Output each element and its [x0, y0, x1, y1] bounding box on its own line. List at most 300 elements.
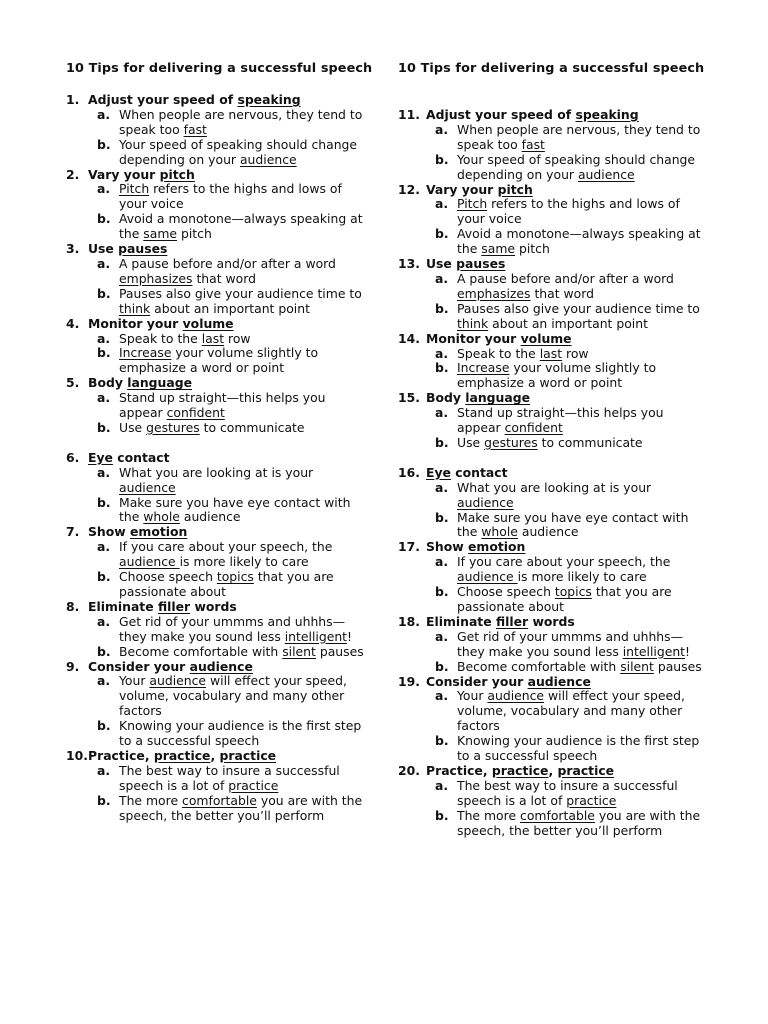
sub-point — [66, 570, 366, 600]
tip-number: 16. — [398, 464, 420, 480]
tip-item — [398, 332, 710, 392]
sub-point-letter: a. — [97, 255, 111, 271]
text-run: , — [548, 762, 558, 778]
underlined-term: filler — [157, 598, 191, 614]
tip-item — [66, 317, 366, 377]
text-run: Your speed of speaking should change depending on your — [119, 136, 358, 167]
text-run: When people are nervous, they tend to speak too — [457, 121, 701, 152]
underlined-term: volume — [520, 330, 572, 346]
underlined-term: audience — [119, 479, 176, 495]
text-run: A pause before and/or after a word — [119, 255, 336, 271]
text-run: Consider your — [88, 658, 190, 674]
text-run: Eliminate — [88, 598, 158, 614]
text-run: pauses — [315, 643, 364, 659]
underlined-term: silent — [282, 643, 316, 659]
sub-point — [398, 227, 710, 257]
sub-point-letter: b. — [97, 211, 111, 227]
sub-point-list — [66, 182, 366, 242]
sub-point — [398, 436, 710, 451]
sub-point-letter: a. — [435, 121, 449, 137]
tip-item — [398, 675, 710, 764]
underlined-term: comfortable — [182, 792, 257, 808]
sub-point — [66, 615, 366, 645]
sub-point — [66, 719, 366, 749]
text-run: to communicate — [199, 419, 305, 435]
text-run: words — [528, 613, 575, 629]
text-run: is more likely to care — [179, 554, 309, 570]
underlined-term: Eye — [426, 464, 451, 480]
sub-point — [398, 481, 710, 511]
tip-item — [66, 749, 366, 824]
underlined-term: audience — [487, 688, 545, 704]
sub-point — [66, 466, 366, 496]
sub-point-letter: b. — [97, 569, 111, 585]
tip-number: 18. — [398, 613, 420, 629]
tip-heading — [66, 451, 366, 466]
text-run: you are with the speech, the better you’ll perform — [457, 807, 701, 838]
tip-item — [66, 376, 366, 436]
sub-point-letter: a. — [97, 613, 111, 629]
sub-point — [398, 511, 710, 541]
tip-heading — [398, 108, 710, 123]
text-run: The best way to insure a successful speech is a lot of — [457, 777, 678, 808]
underlined-term: practice — [491, 762, 549, 778]
sub-point — [398, 555, 710, 585]
page-title: 10 Tips for delivering a successful speech — [398, 61, 705, 76]
tip-number: 3. — [66, 241, 80, 257]
sub-point-letter: a. — [97, 330, 111, 346]
underlined-term: think — [457, 315, 489, 331]
sub-point-letter: a. — [435, 345, 449, 361]
sub-point — [66, 540, 366, 570]
tip-number: 6. — [66, 449, 80, 465]
underlined-term: topics — [216, 569, 254, 585]
text-run: will effect your speed, volume, vocabulary and many other factors — [119, 673, 347, 719]
text-run: row — [224, 330, 251, 346]
sub-point-list — [66, 540, 366, 600]
sub-point-list — [398, 406, 710, 451]
text-run: that word — [192, 270, 256, 286]
text-run: Stand up straight—this helps you appear — [457, 405, 664, 436]
tip-heading — [398, 615, 710, 630]
sub-point-letter: a. — [435, 479, 449, 495]
text-run: Body — [88, 375, 128, 391]
sub-point — [398, 153, 710, 183]
sub-point — [398, 406, 710, 436]
underlined-term: audience — [149, 673, 207, 689]
underlined-term: volume — [182, 315, 234, 331]
sub-point — [66, 212, 366, 242]
sub-point-list — [398, 481, 710, 541]
tip-number: 10. — [66, 747, 88, 763]
text-run: Eliminate — [426, 613, 496, 629]
sub-point-letter: b. — [97, 345, 111, 361]
sub-point — [398, 361, 710, 391]
text-run: A pause before and/or after a word — [457, 270, 674, 286]
sub-point-letter: b. — [435, 226, 449, 242]
sub-point — [66, 645, 366, 660]
text-run: Adjust your speed of — [426, 107, 576, 122]
underlined-term: think — [119, 300, 151, 316]
sub-point-list — [66, 764, 366, 824]
underlined-term: audience — [189, 658, 253, 674]
text-run: Choose speech — [457, 584, 555, 600]
tip-item — [398, 183, 710, 258]
underlined-term: language — [127, 375, 192, 391]
sub-point-letter: b. — [435, 733, 449, 749]
tip-item — [66, 451, 366, 526]
text-run: ! — [685, 643, 691, 659]
sub-point — [66, 138, 366, 168]
tip-number: 4. — [66, 315, 80, 331]
tip-heading — [66, 376, 366, 391]
text-run: What you are looking at is your — [119, 464, 314, 480]
underlined-term: emphasizes — [119, 270, 193, 286]
tip-item — [66, 600, 366, 660]
sub-point-letter: a. — [435, 554, 449, 570]
text-run: that word — [530, 285, 594, 301]
tip-heading — [66, 749, 366, 764]
tips-list — [398, 108, 710, 839]
sub-point-list — [66, 257, 366, 317]
text-run: row — [562, 345, 589, 361]
underlined-term: pauses — [456, 256, 506, 272]
sub-point-list — [398, 689, 710, 764]
sub-point — [398, 197, 710, 227]
text-run: your volume slightly to emphasize a word or point — [457, 360, 657, 391]
sub-point-letter: b. — [435, 658, 449, 674]
tip-item — [398, 257, 710, 332]
underlined-term: intelligent — [622, 643, 686, 659]
underlined-term: confident — [166, 405, 225, 421]
text-run: The best way to insure a successful speech is a lot of — [119, 762, 340, 793]
sub-point-letter: b. — [97, 643, 111, 659]
sub-point-list — [398, 123, 710, 183]
text-run: Monitor your — [426, 330, 521, 346]
sub-point-letter: a. — [435, 628, 449, 644]
tip-item — [398, 615, 710, 675]
underlined-term: audience — [577, 166, 635, 182]
sub-point-list — [66, 466, 366, 526]
sub-point-letter: b. — [97, 285, 111, 301]
text-run: Your — [457, 688, 488, 704]
sub-point — [66, 257, 366, 287]
underlined-term: fast — [521, 136, 545, 152]
sub-point-letter: b. — [435, 300, 449, 316]
text-run: audience — [179, 509, 241, 525]
sub-point-letter: b. — [97, 718, 111, 734]
sub-point — [66, 496, 366, 526]
text-run: Choose speech — [119, 569, 217, 585]
sub-point-list — [66, 615, 366, 660]
sub-point — [398, 809, 710, 839]
right-column — [398, 62, 710, 839]
sub-point-letter: a. — [435, 688, 449, 704]
tip-heading — [398, 764, 710, 779]
sub-point-letter: a. — [435, 405, 449, 421]
sub-point — [66, 421, 366, 436]
text-run: Your speed of speaking should change depending on your — [457, 151, 696, 182]
underlined-term: emphasizes — [457, 285, 531, 301]
sub-point — [398, 689, 710, 734]
underlined-term: emotion — [130, 524, 188, 540]
tip-number: 2. — [66, 166, 80, 182]
tip-number: 11. — [398, 107, 420, 122]
sub-point — [398, 585, 710, 615]
sub-point — [398, 302, 710, 332]
text-run: The more — [457, 807, 521, 823]
text-run: Avoid a monotone—always speaking at the — [119, 211, 363, 242]
text-run: Monitor your — [88, 315, 183, 331]
sub-point-letter: b. — [435, 360, 449, 376]
tip-heading — [398, 675, 710, 690]
page-title: 10 Tips for delivering a successful speech — [66, 61, 373, 76]
tip-heading — [66, 93, 366, 108]
underlined-term: emotion — [468, 539, 526, 555]
left-column — [66, 61, 373, 824]
underlined-term: last — [201, 330, 225, 346]
underlined-term: fast — [183, 121, 207, 137]
sub-point — [66, 764, 366, 794]
sub-point — [66, 794, 366, 824]
sub-point-letter: a. — [97, 181, 111, 197]
text-run: Knowing your audience is the first step to a successful speech — [457, 733, 700, 764]
text-run: Make sure you have eye contact with the — [119, 494, 351, 525]
text-run: is more likely to care — [517, 569, 647, 585]
underlined-term: Increase — [119, 345, 172, 361]
underlined-term: language — [465, 390, 530, 406]
underlined-term: practice — [153, 747, 211, 763]
text-run: Adjust your speed of — [88, 92, 238, 107]
sub-point-letter: b. — [435, 807, 449, 823]
text-run: If you care about your speech, the — [119, 539, 333, 555]
tip-heading — [398, 540, 710, 555]
underlined-term: topics — [554, 584, 592, 600]
text-run: pauses — [653, 658, 702, 674]
sub-point-letter: a. — [97, 762, 111, 778]
text-run: Pauses also give your audience time to — [457, 300, 700, 316]
text-run: that you are passionate about — [119, 569, 334, 599]
tip-heading — [398, 391, 710, 406]
underlined-term: last — [539, 345, 563, 361]
tip-number: 15. — [398, 390, 420, 406]
underlined-term: whole — [481, 524, 518, 540]
text-run: Speak to the — [457, 345, 540, 361]
tip-heading — [66, 242, 366, 257]
underlined-term: same — [481, 241, 516, 257]
sub-point-letter: b. — [97, 419, 111, 435]
tip-item — [66, 93, 366, 168]
tip-heading — [66, 600, 366, 615]
sub-point-letter: b. — [435, 434, 449, 450]
tip-number: 7. — [66, 524, 80, 540]
underlined-term: audience — [457, 569, 518, 585]
text-run: Become comfortable with — [457, 658, 621, 674]
underlined-term: audience — [527, 673, 591, 689]
tip-item — [398, 108, 710, 183]
tip-item — [66, 242, 366, 317]
sub-point-letter: b. — [97, 792, 111, 808]
tips-list — [66, 93, 366, 824]
sub-point-list — [66, 332, 366, 377]
text-run: pitch — [177, 226, 212, 242]
sub-point-list — [66, 108, 366, 168]
sub-point — [66, 332, 366, 347]
tip-item — [66, 660, 366, 749]
tip-heading — [66, 525, 366, 540]
text-run: Vary your — [88, 166, 160, 182]
underlined-term: whole — [143, 509, 180, 525]
sub-point-list — [398, 197, 710, 257]
tip-heading — [398, 183, 710, 198]
tip-heading — [398, 332, 710, 347]
sub-point-list — [398, 272, 710, 332]
text-run: Speak to the — [119, 330, 202, 346]
text-run: about an important point — [150, 300, 310, 316]
text-run: What you are looking at is your — [457, 479, 652, 495]
text-run: contact — [112, 449, 170, 465]
sub-point-letter: a. — [435, 777, 449, 793]
sub-point-letter: b. — [435, 509, 449, 525]
text-run: Use — [426, 256, 457, 272]
sub-point — [398, 347, 710, 362]
sub-point — [66, 346, 366, 376]
sub-point-letter: a. — [97, 464, 111, 480]
sub-point — [66, 287, 366, 317]
text-run: Get rid of your ummms and uhhhs—they make you sound less — [457, 628, 684, 659]
text-run: contact — [450, 464, 508, 480]
sub-point-letter: b. — [97, 136, 111, 152]
text-run: audience — [517, 524, 579, 540]
text-run: Body — [426, 390, 466, 406]
sub-point — [398, 272, 710, 302]
underlined-term: gestures — [146, 419, 200, 435]
tip-number: 13. — [398, 256, 420, 272]
tip-number: 19. — [398, 673, 420, 689]
sub-point — [66, 674, 366, 719]
sub-point-letter: b. — [435, 584, 449, 600]
text-run: Become comfortable with — [119, 643, 283, 659]
underlined-term: Increase — [457, 360, 510, 376]
sub-point — [66, 108, 366, 138]
underlined-term: comfortable — [520, 807, 595, 823]
underlined-term: pitch — [159, 166, 195, 182]
underlined-term: audience — [119, 554, 180, 570]
underlined-term: confident — [504, 420, 563, 436]
text-run: Show — [88, 524, 131, 540]
sub-point-list — [398, 779, 710, 839]
tip-heading — [66, 660, 366, 675]
sub-point — [66, 391, 366, 421]
text-run: will effect your speed, volume, vocabulary and many other factors — [457, 688, 685, 734]
text-run: Practice, — [426, 762, 492, 778]
underlined-term: gestures — [484, 434, 538, 450]
text-run: The more — [119, 792, 183, 808]
sub-point-list — [398, 630, 710, 675]
underlined-term: silent — [620, 658, 654, 674]
tip-number: 20. — [398, 762, 420, 778]
underlined-term: same — [143, 226, 178, 242]
tip-item — [398, 391, 710, 451]
text-run: Show — [426, 539, 469, 555]
tip-item — [66, 525, 366, 600]
sub-point-letter: a. — [435, 196, 449, 212]
sub-point — [398, 123, 710, 153]
underlined-term: pauses — [118, 241, 168, 257]
underlined-term: speaking — [237, 92, 301, 107]
sub-point — [66, 182, 366, 212]
sub-point — [398, 779, 710, 809]
underlined-term: pitch — [497, 181, 533, 197]
underlined-term: intelligent — [284, 628, 348, 644]
underlined-term: practice — [228, 777, 279, 793]
tip-item — [398, 466, 710, 541]
sub-point-letter: a. — [97, 539, 111, 555]
text-run: ! — [347, 628, 353, 644]
tip-heading — [66, 168, 366, 183]
sub-point-list — [398, 555, 710, 615]
text-run: Use — [457, 434, 485, 450]
text-run: Use — [119, 419, 147, 435]
text-run: that you are passionate about — [457, 584, 672, 614]
sub-point-letter: b. — [435, 151, 449, 167]
text-run: Knowing your audience is the first step to a successful speech — [119, 718, 362, 749]
text-run: Practice, — [88, 747, 154, 763]
text-run: about an important point — [488, 315, 648, 331]
text-run: Pauses also give your audience time to — [119, 285, 362, 301]
text-run: If you care about your speech, the — [457, 554, 671, 570]
underlined-term: speaking — [575, 107, 639, 122]
tip-number: 12. — [398, 181, 420, 197]
underlined-term: filler — [495, 613, 529, 629]
tip-number: 17. — [398, 539, 420, 555]
text-run: Avoid a monotone—always speaking at the — [457, 226, 701, 257]
sub-point-list — [66, 391, 366, 436]
text-run: refers to the highs and lows of your voice — [119, 181, 342, 212]
sub-point-letter: a. — [97, 106, 111, 122]
text-run: When people are nervous, they tend to speak too — [119, 106, 363, 137]
text-run: , — [210, 747, 220, 763]
tip-heading — [398, 257, 710, 272]
sub-point-letter: a. — [435, 270, 449, 286]
tip-heading — [398, 466, 710, 481]
underlined-term: practice — [219, 747, 277, 763]
text-run: Your — [119, 673, 150, 689]
tip-item — [398, 540, 710, 615]
text-run: Vary your — [426, 181, 498, 197]
underlined-term: practice — [566, 792, 617, 808]
text-run: pitch — [515, 241, 550, 257]
underlined-term: practice — [557, 762, 615, 778]
underlined-term: audience — [457, 494, 514, 510]
text-run: Get rid of your ummms and uhhhs—they make you sound less — [119, 613, 346, 644]
tip-number: 8. — [66, 598, 80, 614]
tip-heading — [66, 317, 366, 332]
text-run: refers to the highs and lows of your voice — [457, 196, 680, 227]
text-run: words — [190, 598, 237, 614]
tip-number: 9. — [66, 658, 80, 674]
text-run: your volume slightly to emphasize a word or point — [119, 345, 319, 376]
sub-point — [398, 630, 710, 660]
sub-point — [398, 660, 710, 675]
tip-number: 1. — [66, 92, 80, 107]
text-run: to communicate — [537, 434, 643, 450]
sub-point-list — [66, 674, 366, 749]
sub-point-letter: b. — [97, 494, 111, 510]
sub-point-letter: a. — [97, 390, 111, 406]
underlined-term: Eye — [88, 449, 113, 465]
text-run: Use — [88, 241, 119, 257]
